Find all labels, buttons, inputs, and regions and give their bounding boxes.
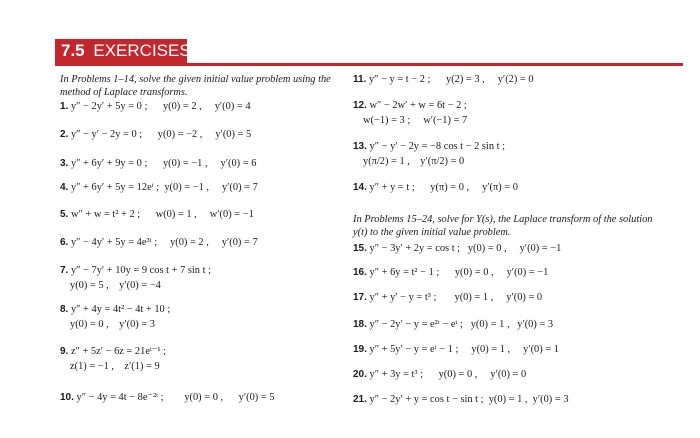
problem-text: y″ + y′ − y = t³ ; y(0) = 1 , y′(0) = 0 <box>366 292 543 303</box>
problem-equation <box>353 317 553 332</box>
problem-text: y″ − 2y′ + 5y = 0 ; y(0) = 2 , y′(0) = 4 <box>68 101 251 112</box>
problem-text: y″ + y = t ; y(π) = 0 , y′(π) = 0 <box>366 182 518 193</box>
problem-number: 9. <box>60 346 69 357</box>
problem-equation <box>353 72 534 87</box>
problem-number: 3. <box>60 158 69 169</box>
problem-text: y″ − y = t − 2 ; y(2) = 3 , y′(2) = 0 <box>366 74 534 85</box>
problem-conditions: y(0) = 5 , y′(0) = −4 <box>70 280 161 291</box>
header-rule <box>55 63 683 66</box>
problem-10 <box>60 390 275 405</box>
problem-11 <box>353 72 534 87</box>
problem-2 <box>60 127 251 142</box>
problem-number: 21. <box>353 394 367 405</box>
problem-text: y″ − 2y′ − y = e²ᵗ − eᵗ ; y(0) = 1 , y′(0) = 3 <box>366 319 554 330</box>
problem-equation <box>353 98 467 113</box>
problem-number: 20. <box>353 369 367 380</box>
problem-equation <box>353 265 548 280</box>
problem-equation <box>353 290 542 305</box>
problem-equation <box>60 263 211 278</box>
problem-equation <box>353 241 561 256</box>
problem-number: 4. <box>60 182 69 193</box>
problem-15 <box>353 241 561 256</box>
problem-9 <box>60 344 166 374</box>
problem-17 <box>353 290 542 305</box>
section-header <box>55 39 191 63</box>
problem-equation <box>353 392 569 407</box>
problem-5 <box>60 207 254 222</box>
problem-equation <box>60 99 251 114</box>
problem-number: 18. <box>353 319 367 330</box>
problem-equation <box>60 207 254 222</box>
problem-equation <box>353 367 526 382</box>
problem-conditions: y(π/2) = 1 , y′(π/2) = 0 <box>363 156 465 167</box>
problem-equation <box>60 390 275 405</box>
problem-3 <box>60 156 256 171</box>
problem-equation <box>60 235 258 250</box>
left-intro: In Problems 1–14, solve the given initial value problem using the method of Laplace transforms. <box>60 74 331 98</box>
problem-text: y″ + 6y′ + 5y = 12eᵗ ; y(0) = −1 , y′(0) = 7 <box>68 182 258 193</box>
problem-number: 2. <box>60 129 69 140</box>
problem-number: 7. <box>60 265 69 276</box>
problem-conditions: w(−1) = 3 ; w′(−1) = 7 <box>363 115 468 126</box>
problem-8 <box>60 302 170 332</box>
problem-text: y″ + 5y′ − y = eᵗ − 1 ; y(0) = 1 , y′(0) = 1 <box>366 344 559 355</box>
problem-equation <box>353 342 559 357</box>
problem-conditions: y(0) = 0 , y′(0) = 3 <box>70 319 155 330</box>
problem-text: y″ − 3y′ + 2y = cos t ; y(0) = 0 , y′(0) = −1 <box>366 243 562 254</box>
problem-number: 5. <box>60 209 69 220</box>
problem-number: 15. <box>353 243 367 254</box>
problem-21 <box>353 392 569 407</box>
problem-text: y″ − 2y′ + y = cos t − sin t ; y(0) = 1 , y′(0) = 3 <box>366 394 569 405</box>
problem-text: y″ − 4y′ + 5y = 4e³ᵗ ; y(0) = 2 , y′(0) = 7 <box>68 237 258 248</box>
problem-conditions: z(1) = −1 , z′(1) = 9 <box>70 361 160 372</box>
problem-text: y″ + 3y = t³ ; y(0) = 0 , y′(0) = 0 <box>366 369 527 380</box>
problem-number: 11. <box>353 74 367 85</box>
problem-number: 14. <box>353 182 367 193</box>
problem-text: y″ + 6y′ + 9y = 0 ; y(0) = −1 , y′(0) = 6 <box>68 158 257 169</box>
problem-number: 13. <box>353 141 367 152</box>
problem-number: 19. <box>353 344 367 355</box>
problem-equation <box>60 156 256 171</box>
section-number: 7.5 <box>61 41 85 60</box>
problem-text: y″ − 7y′ + 10y = 9 cos t + 7 sin t ; <box>68 265 211 276</box>
problem-equation <box>60 344 166 359</box>
problem-text: y″ + 6y = t² − 1 ; y(0) = 0 , y′(0) = −1 <box>366 267 549 278</box>
problem-1 <box>60 99 251 114</box>
problem-number: 16. <box>353 267 367 278</box>
problem-number: 10. <box>60 392 74 403</box>
problem-number: 17. <box>353 292 367 303</box>
section-title: EXERCISES <box>93 41 191 60</box>
problem-equation <box>60 127 251 142</box>
problem-text: z″ + 5z′ − 6z = 21eᵗ⁻¹ ; <box>68 346 167 357</box>
problem-text: y″ − y′ − 2y = 0 ; y(0) = −2 , y′(0) = 5 <box>68 129 252 140</box>
problem-equation <box>353 139 505 154</box>
problem-number: 1. <box>60 101 69 112</box>
problem-number: 8. <box>60 304 69 315</box>
problem-4 <box>60 180 258 195</box>
problem-20 <box>353 367 526 382</box>
problem-text: w″ − 2w′ + w = 6t − 2 ; <box>366 100 467 111</box>
problem-number: 12. <box>353 100 367 111</box>
problem-equation <box>60 180 258 195</box>
right-intro: In Problems 15–24, solve for Y(s), the Laplace transform of the solution y(t) to the given initial value problem. <box>353 214 653 238</box>
problem-13 <box>353 139 505 169</box>
problem-16 <box>353 265 548 280</box>
problem-text: y″ − 4y = 4t − 8e⁻²ᵗ ; y(0) = 0 , y′(0) = 5 <box>73 392 275 403</box>
problem-equation <box>60 302 170 317</box>
problem-19 <box>353 342 559 357</box>
problem-equation <box>353 180 518 195</box>
problem-7 <box>60 263 211 293</box>
problem-number: 6. <box>60 237 69 248</box>
problem-text: y″ − y′ − 2y = −8 cos t − 2 sin t ; <box>366 141 505 152</box>
problem-text: w″ + w = t² + 2 ; w(0) = 1 , w′(0) = −1 <box>68 209 254 220</box>
problem-6 <box>60 235 258 250</box>
problem-18 <box>353 317 553 332</box>
problem-text: y″ + 4y = 4t² − 4t + 10 ; <box>68 304 171 315</box>
problem-14 <box>353 180 518 195</box>
problem-12 <box>353 98 467 128</box>
